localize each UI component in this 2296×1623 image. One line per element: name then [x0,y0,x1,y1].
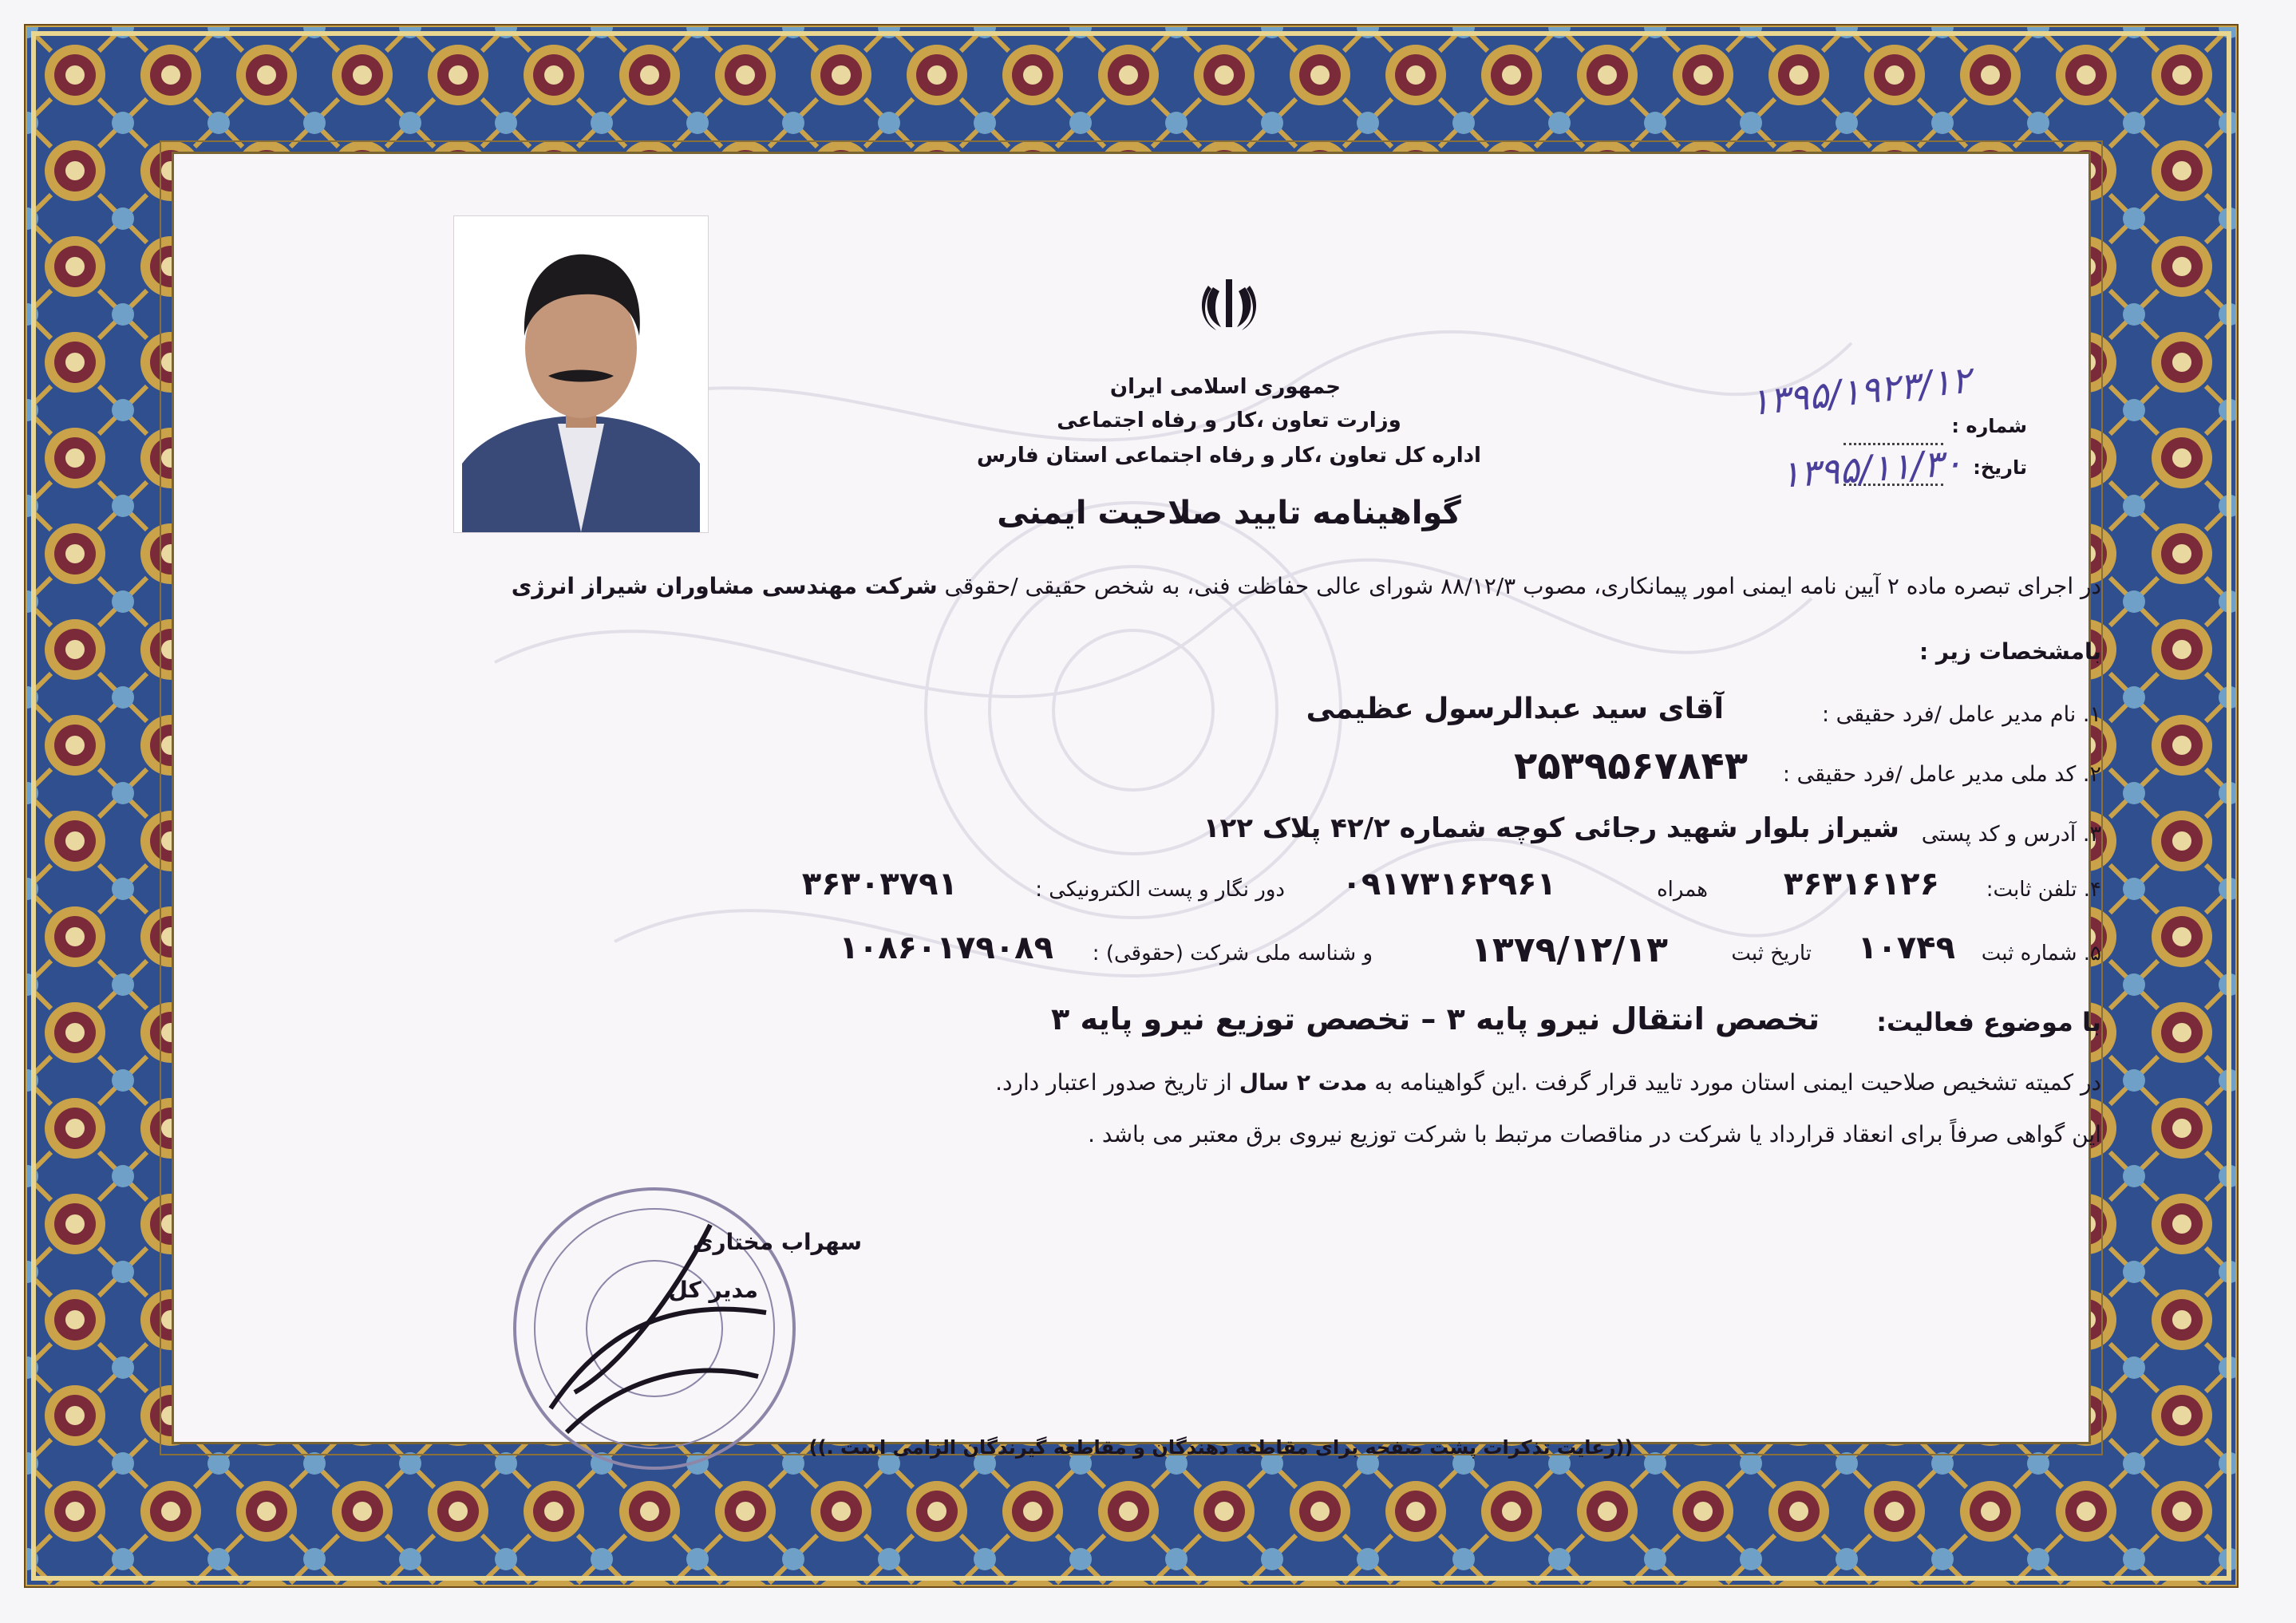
fax-value: ۳۶۳۰۳۷۹۱ [801,866,958,902]
official-stamp [503,1177,806,1480]
mobile-value: ۰۹۱۷۳۱۶۲۹۶۱ [1342,866,1556,902]
validity-text-a: در کمیته تشخیص صلاحیت ایمنی استان مورد تایید قرار گرفت .این گواهینامه به [1374,1069,2101,1096]
manager-name-label: ۱. نام مدیر عامل /فرد حقیقی : [1821,702,2101,727]
number-value: ۱۳۹۵/۱۹۲۳/۱۲ [1747,357,1974,425]
number-label: شماره : [1951,415,2027,437]
certificate-title: گواهینامه تایید صلاحیت ایمنی [997,495,1461,531]
republic-heading: جمهوری اسلامی ایران [1109,375,1341,399]
iran-emblem-icon [1197,271,1261,335]
phone-value: ۳۶۳۱۶۱۲۶ [1783,866,1939,902]
national-code-label: ۲. کد ملی مدیر عامل /فرد حقیقی : [1782,762,2101,787]
date-value: ۱۳۹۵/۱۱/۳۰ [1779,440,1964,496]
mobile-label: همراه [1657,878,1708,902]
reg-no-value: ۱۰۷۴۹ [1857,930,1955,966]
address-value: شیراز بلوار شهید رجائی کوچه شماره ۴۲/۲ پلاک ۱۲۲ [1203,812,1899,844]
validity-line-1 [798,1069,2101,1096]
signatory-name: سهراب مختاری [692,1229,862,1255]
validity-line-2: این گواهی صرفاً برای انعقاد قرارداد یا شرکت در مناقصات مرتبط با شرکت توزیع نیروی برق معتبر می باشد . [1088,1121,2101,1147]
validity-text-c: از تاریخ صدور اعتبار دارد. [995,1069,1232,1096]
ministry-heading: وزارت تعاون ،کار و رفاه اجتماعی [1057,409,1401,432]
activity-label: با موضوع فعالیت: [1876,1007,2101,1037]
phone-label: ۴. تلفن ثابت: [1986,878,2101,902]
validity-period: مدت ۲ سال [1239,1069,1368,1096]
intro-text: در اجرای تبصره ماده ۲ آیین نامه ایمنی امور پیمانکاری، مصوب ۸۸/۱۲/۳ شورای عالی حفاظت فنی، به شخص حقیقی /حقوقی [944,573,2101,599]
signatory-title: مدیر کل [668,1277,758,1303]
activity-value: تخصص انتقال نیرو پایه ۳ – تخصص توزیع نیرو پایه ۳ [1051,1001,1820,1037]
address-label: ۳. آدرس و کد پستی [1921,822,2101,847]
specifications-label: بامشخصات زیر : [1919,638,2101,665]
reg-no-label: ۵. شماره ثبت [1981,942,2101,966]
company-name: شرکت مهندسی مشاوران شیراز انرژی [511,573,938,599]
manager-name-value: آقای سید عبدالرسول عظیمی [1306,693,1724,725]
company-id-label: و شناسه ملی شرکت (حقوقی) : [1092,942,1373,966]
reg-date-label: تاریخ ثبت [1731,942,1812,966]
footer-note: ((رعایت تذکرات پشت صفحه برای مقاطعه دهندگان و مقاطعه گیرندگان الزامی است .)) [808,1436,1634,1459]
intro-line [511,573,2101,599]
date-label: تاریخ: [1973,456,2027,479]
applicant-photo [453,215,709,533]
fax-label: دور نگار و پست الکترونیکی : [1035,878,1285,902]
national-code-value: ۲۵۳۹۵۶۷۸۴۳ [1514,744,1748,788]
office-heading: اداره کل تعاون ،کار و رفاه اجتماعی استان فارس [977,444,1481,468]
reg-date-value: ۱۳۷۹/۱۲/۱۳ [1471,930,1668,970]
company-id-value: ۱۰۸۶۰۱۷۹۰۸۹ [839,930,1053,966]
